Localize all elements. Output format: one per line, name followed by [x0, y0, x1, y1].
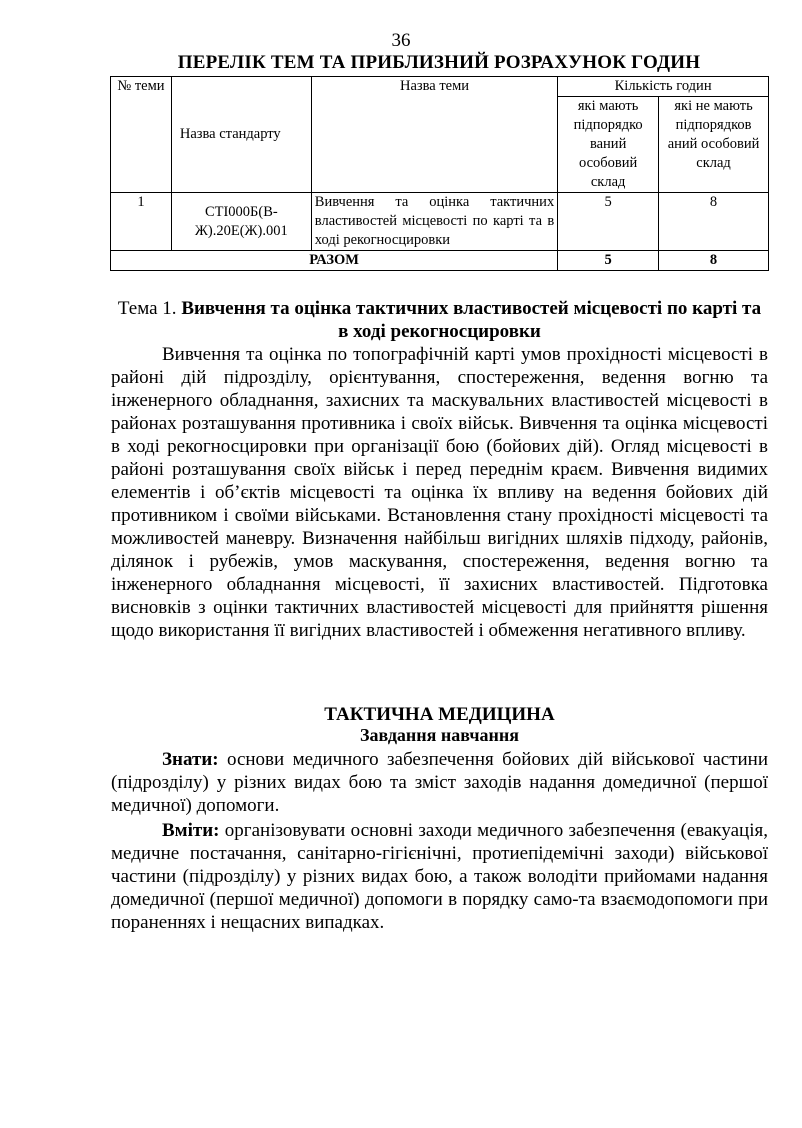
- topic-text: Вивчення та оцінка по топографічній карті умов прохідності місцевості в районі дій підрозділу, орієнтування, спостереження, ведення вогню та інженерного обладнання, захисних та маскувальних властивостей місцевості в районах розташування противника і своїх військ. Вивчення та оцінка місцевості в ході рекогносцировки при організації бою (бойових дій). Огляд місцевості в районі розташування своїх військ і перед переднім краєм. Вивчення видимих елементів і об’єктів місцевості та оцінка їх впливу на ведення бойових дій противником і своїми військами. Встановлення стану прохідності місцевості та можливостей маневру. Визначення найбільш вигідних шляхів підходу, районів, ділянок і рубежів, умов маскування, спостереження, ведення вогню та інженерного обладнання місцевості, її захисних властивостей. Підготовка висновків з оцінки тактичних властивостей місцевості для прийняття рішення щодо використання її вигідних властивостей і обмеження негативного впливу.: [111, 344, 768, 641]
- table-row: [111, 193, 769, 251]
- know-paragraph: [111, 748, 768, 817]
- row-with-staff: 5: [558, 193, 659, 251]
- topic-heading: [111, 297, 768, 343]
- header-without-staff: які не мають підпорядков аний особовий склад: [659, 97, 769, 193]
- table-header-row: [111, 77, 769, 97]
- can-paragraph: [111, 819, 768, 934]
- total-label: РАЗОМ: [111, 251, 558, 271]
- topic-paragraph: [111, 343, 768, 642]
- header-number: № теми: [111, 77, 172, 193]
- can-text: організовувати основні заходи медичного забезпечення (евакуація, медичне постачання, санітарно-гігієнічні, протиепідемічні заходи) військової частини (підрозділу) у різних видах бою, а також володіти прийомами надання домедичної (першої медичної) допомоги в порядку само-та взаємодопомоги при пораненнях і нещасних випадках.: [111, 820, 768, 933]
- total-without-staff: 8: [659, 251, 769, 271]
- header-with-staff: які мають підпорядко ваний особовий склад: [558, 97, 659, 193]
- header-hours: Кількість годин: [558, 77, 769, 97]
- topic-label: Тема 1.: [117, 298, 177, 319]
- section-subtitle: Завдання навчання: [360, 725, 519, 745]
- know-label: Знати:: [162, 749, 219, 770]
- row-topic: Вивчення та оцінка тактичних властивостей місцевості по карті та в ході рекогносцировки: [311, 193, 557, 251]
- row-number: 1: [111, 193, 172, 251]
- page-number: 36: [391, 30, 411, 51]
- can-label: Вміти:: [162, 820, 220, 841]
- header-standard: Назва стандарту: [171, 77, 311, 193]
- row-without-staff: 8: [659, 193, 769, 251]
- topic-title: Вивчення та оцінка тактичних властивостей місцевості по карті та в ході рекогносцировки: [181, 298, 762, 342]
- know-text: основи медичного забезпечення бойових дій військової частини (підрозділу) у різних видах бою та зміст заходів надання домедичної (першої медичної) допомоги.: [111, 749, 769, 816]
- total-with-staff: 5: [558, 251, 659, 271]
- header-topic: Назва теми: [311, 77, 557, 193]
- table-title: ПЕРЕЛІК ТЕМ ТА ПРИБЛИЗНИЙ РОЗРАХУНОК ГОДИН: [177, 52, 701, 73]
- section-title: ТАКТИЧНА МЕДИЦИНА: [324, 704, 555, 725]
- hours-table: [110, 76, 769, 271]
- table-total-row: [111, 251, 769, 271]
- row-standard: СТІ000Б(В-Ж).20Е(Ж).001: [171, 193, 311, 251]
